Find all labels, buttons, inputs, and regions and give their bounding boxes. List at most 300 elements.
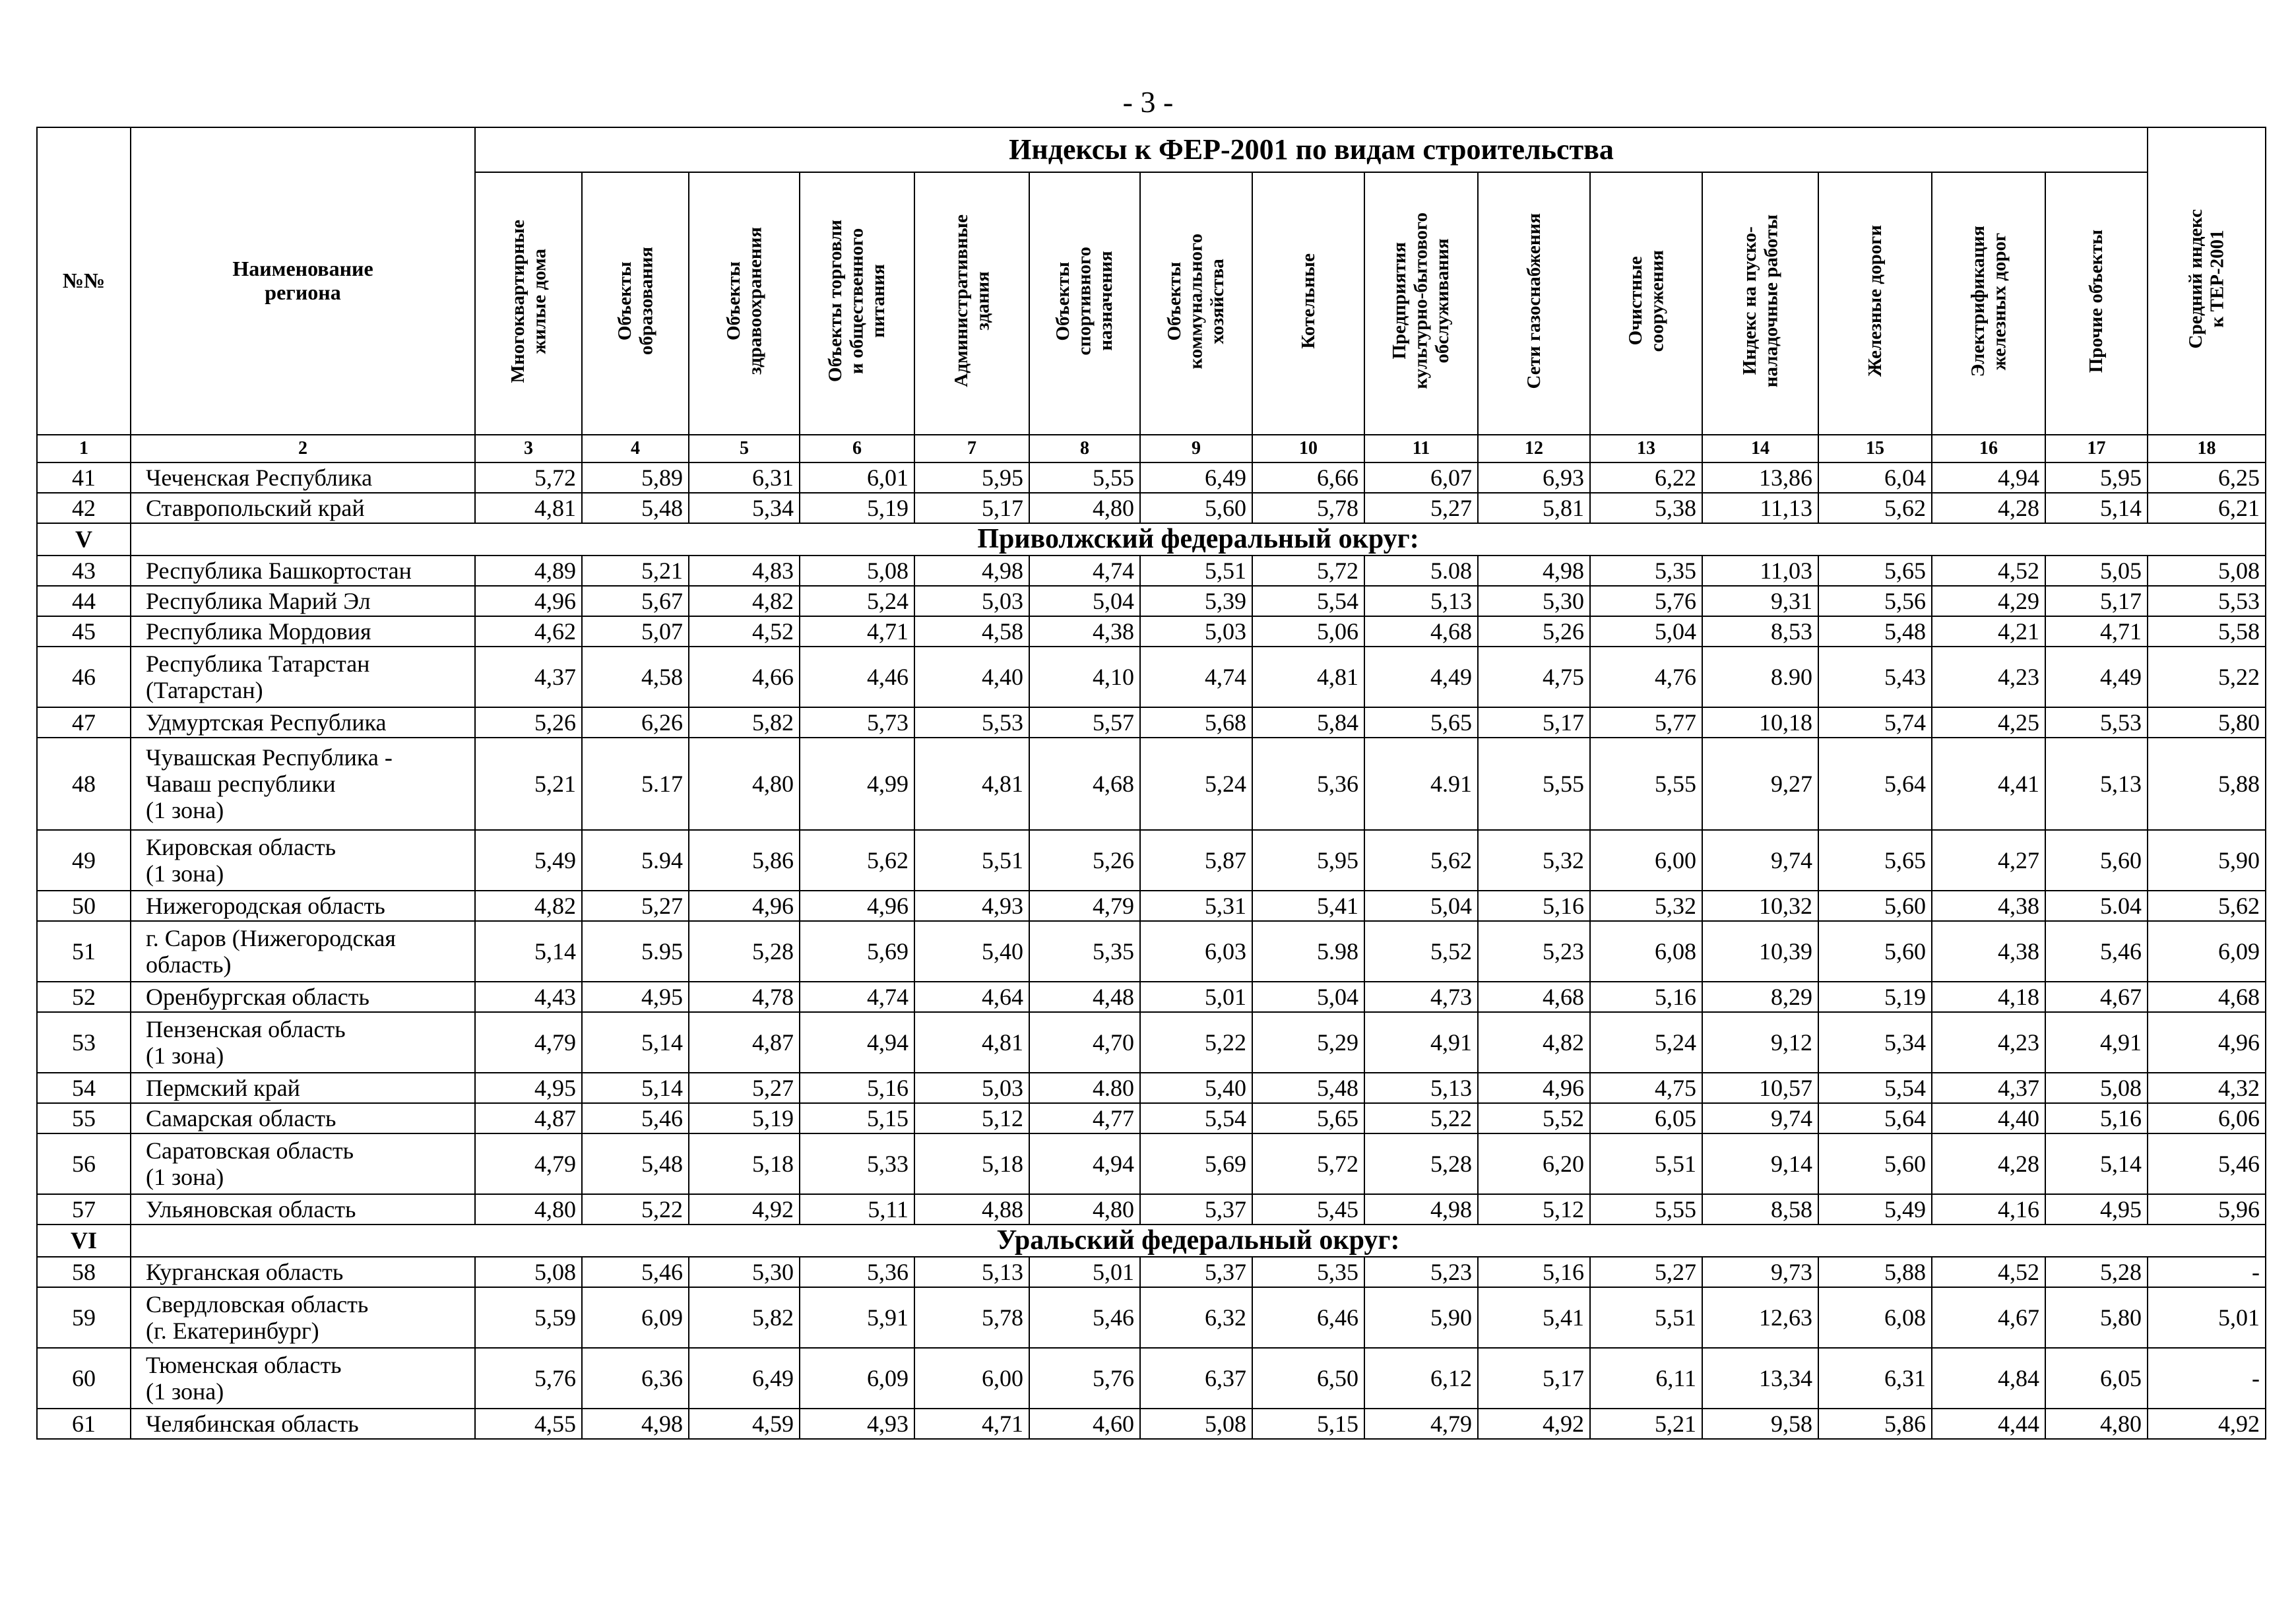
index-value-cell: 5,56 xyxy=(1818,586,1932,616)
index-value-cell: 4,81 xyxy=(914,738,1029,830)
index-value-cell: 5,01 xyxy=(1029,1257,1140,1287)
index-value-cell: 5,19 xyxy=(689,1103,800,1133)
index-value-cell: 6,01 xyxy=(800,462,914,493)
index-value-cell: 4,92 xyxy=(1478,1409,1590,1439)
index-value-cell: 5,45 xyxy=(1252,1194,1364,1225)
index-value-cell: 4,80 xyxy=(689,738,800,830)
index-value-cell: 5,27 xyxy=(1590,1257,1702,1287)
index-value-cell: 6,12 xyxy=(1364,1348,1478,1409)
index-value-cell: 6,21 xyxy=(2148,493,2266,523)
index-value-cell: 6,20 xyxy=(1478,1133,1590,1194)
row-number: 59 xyxy=(37,1287,131,1348)
index-value-cell: 6,06 xyxy=(2148,1103,2266,1133)
index-value-cell: 5,34 xyxy=(689,493,800,523)
index-value-cell: 5,51 xyxy=(1140,556,1252,586)
index-value-cell: 4,59 xyxy=(689,1409,800,1439)
index-value-cell: 4,80 xyxy=(1029,493,1140,523)
header-no: №№ xyxy=(37,127,131,435)
index-value-cell: 5,62 xyxy=(1818,493,1932,523)
index-value-cell: 5,27 xyxy=(689,1073,800,1103)
column-index-cell: 8 xyxy=(1029,435,1140,462)
index-value-cell: 6,32 xyxy=(1140,1287,1252,1348)
index-value-cell: 8.90 xyxy=(1702,647,1818,707)
index-value-cell: 5,88 xyxy=(2148,738,2266,830)
index-value-cell: 4,40 xyxy=(914,647,1029,707)
index-value-cell: 4,67 xyxy=(2045,982,2148,1012)
index-value-cell: 5,54 xyxy=(1252,586,1364,616)
table-row xyxy=(37,891,2266,921)
index-value-cell: 5,07 xyxy=(582,616,689,647)
index-value-cell: 5,08 xyxy=(2045,1073,2148,1103)
index-value-cell: 5,22 xyxy=(1364,1103,1478,1133)
index-value-cell: 4,60 xyxy=(1029,1409,1140,1439)
region-name: Республика Татарстан (Татарстан) xyxy=(131,647,475,707)
index-value-cell: 5,08 xyxy=(475,1257,582,1287)
index-value-cell: 6,09 xyxy=(2148,921,2266,982)
index-value-cell: 5,64 xyxy=(1818,1103,1932,1133)
index-value-cell: 9,58 xyxy=(1702,1409,1818,1439)
index-value-cell: 5,13 xyxy=(1364,586,1478,616)
index-value-cell: 5,57 xyxy=(1029,707,1140,738)
index-value-cell: 4,28 xyxy=(1932,493,2045,523)
index-value-cell: 4,98 xyxy=(1364,1194,1478,1225)
index-value-cell: 4,82 xyxy=(689,586,800,616)
index-value-cell: 5,35 xyxy=(1590,556,1702,586)
row-number: 61 xyxy=(37,1409,131,1439)
index-value-cell: 5,13 xyxy=(1364,1073,1478,1103)
index-value-cell: 5,65 xyxy=(1252,1103,1364,1133)
row-number: 50 xyxy=(37,891,131,921)
row-number: 45 xyxy=(37,616,131,647)
region-name: Тюменская область (1 зона) xyxy=(131,1348,475,1409)
index-value-cell: 5,18 xyxy=(914,1133,1029,1194)
column-index-cell: 14 xyxy=(1702,435,1818,462)
index-value-cell: 5,76 xyxy=(1029,1348,1140,1409)
index-value-cell: 4,40 xyxy=(1932,1103,2045,1133)
header-super: Индексы к ФЕР-2001 по видам строительства xyxy=(475,127,2148,172)
index-value-cell: 4,78 xyxy=(689,982,800,1012)
index-value-cell: 5,16 xyxy=(1590,982,1702,1012)
index-value-cell: 4,88 xyxy=(914,1194,1029,1225)
region-name: Ставропольский край xyxy=(131,493,475,523)
index-value-cell: 5,90 xyxy=(1364,1287,1478,1348)
index-value-cell: 4,96 xyxy=(475,586,582,616)
row-number: 56 xyxy=(37,1133,131,1194)
index-value-cell: 6,09 xyxy=(800,1348,914,1409)
region-name: Оренбургская область xyxy=(131,982,475,1012)
table-row xyxy=(37,1133,2266,1194)
index-value-cell: 4,46 xyxy=(800,647,914,707)
table-row xyxy=(37,738,2266,830)
index-value-cell: 5,04 xyxy=(1364,891,1478,921)
index-value-cell: 6,93 xyxy=(1478,462,1590,493)
index-value-cell: 6,37 xyxy=(1140,1348,1252,1409)
column-index-cell: 9 xyxy=(1140,435,1252,462)
header-col-13: Очистные сооружения xyxy=(1590,172,1702,435)
index-value-cell: 10,18 xyxy=(1702,707,1818,738)
index-value-cell: 4,75 xyxy=(1478,647,1590,707)
index-value-cell: 5,36 xyxy=(800,1257,914,1287)
index-value-cell: 5,33 xyxy=(800,1133,914,1194)
header-col-8: Объекты спортивного назначения xyxy=(1029,172,1140,435)
index-value-cell: 4,38 xyxy=(1932,921,2045,982)
index-value-cell: 5,65 xyxy=(1818,830,1932,891)
index-value-cell: 5,12 xyxy=(914,1103,1029,1133)
header-col-10: Котельные xyxy=(1252,172,1364,435)
index-value-cell: 5,86 xyxy=(1818,1409,1932,1439)
header-col-9: Объекты коммунального хозяйства xyxy=(1140,172,1252,435)
index-value-cell: 5,51 xyxy=(1590,1287,1702,1348)
header-col-11: Предприятия культурно-бытового обслуживания xyxy=(1364,172,1478,435)
index-value-cell: 13,86 xyxy=(1702,462,1818,493)
region-name: Пермский край xyxy=(131,1073,475,1103)
region-name: Кировская область (1 зона) xyxy=(131,830,475,891)
index-value-cell: 4,80 xyxy=(475,1194,582,1225)
table-row xyxy=(37,1103,2266,1133)
header-col-18: Средний индекс к ТЕР-2001 xyxy=(2148,127,2266,435)
index-value-cell: 4,92 xyxy=(2148,1409,2266,1439)
header-col-16: Электрификация железных дорог xyxy=(1932,172,2045,435)
index-value-cell: 5,58 xyxy=(2148,616,2266,647)
row-number: 41 xyxy=(37,462,131,493)
table-row xyxy=(37,586,2266,616)
index-value-cell: 4,32 xyxy=(2148,1073,2266,1103)
row-number: 49 xyxy=(37,830,131,891)
table-row xyxy=(37,493,2266,523)
index-value-cell: 5,37 xyxy=(1140,1257,1252,1287)
region-name: Пензенская область (1 зона) xyxy=(131,1012,475,1073)
index-value-cell: 4,41 xyxy=(1932,738,2045,830)
index-value-cell: 6,36 xyxy=(582,1348,689,1409)
row-number: 44 xyxy=(37,586,131,616)
index-value-cell: 5,46 xyxy=(2045,921,2148,982)
column-index-cell: 10 xyxy=(1252,435,1364,462)
index-value-cell: 5,26 xyxy=(1029,830,1140,891)
index-value-cell: 4,87 xyxy=(475,1103,582,1133)
index-value-cell: 5,69 xyxy=(1140,1133,1252,1194)
index-value-cell: 5,60 xyxy=(1818,921,1932,982)
table-row xyxy=(37,921,2266,982)
region-name: Республика Башкортостан xyxy=(131,556,475,586)
index-value-cell: 5,30 xyxy=(689,1257,800,1287)
index-value-cell: 5,04 xyxy=(1029,586,1140,616)
index-value-cell: 5,26 xyxy=(475,707,582,738)
index-value-cell: 5,03 xyxy=(914,1073,1029,1103)
index-value-cell: 5,08 xyxy=(2148,556,2266,586)
index-value-cell: 5,35 xyxy=(1252,1257,1364,1287)
index-value-cell: 5,55 xyxy=(1590,1194,1702,1225)
region-name: Курганская область xyxy=(131,1257,475,1287)
index-value-cell: 5.94 xyxy=(582,830,689,891)
index-value-cell: 5,04 xyxy=(1590,616,1702,647)
index-value-cell: 8,53 xyxy=(1702,616,1818,647)
construction-index-table xyxy=(36,127,2266,1440)
index-value-cell: 4,99 xyxy=(800,738,914,830)
index-value-cell: 5,48 xyxy=(582,1133,689,1194)
index-value-cell: 4,18 xyxy=(1932,982,2045,1012)
index-value-cell: 5,14 xyxy=(2045,1133,2148,1194)
index-value-cell: 6,66 xyxy=(1252,462,1364,493)
index-value-cell: 6,04 xyxy=(1818,462,1932,493)
index-value-cell: 4,71 xyxy=(914,1409,1029,1439)
index-value-cell: 5,16 xyxy=(2045,1103,2148,1133)
index-value-cell: 5,38 xyxy=(1590,493,1702,523)
index-value-cell: 5,40 xyxy=(1140,1073,1252,1103)
index-value-cell: 5,81 xyxy=(1478,493,1590,523)
index-value-cell: 4,96 xyxy=(689,891,800,921)
index-value-cell: 5,72 xyxy=(475,462,582,493)
index-value-cell: 5,69 xyxy=(800,921,914,982)
index-value-cell: 5,03 xyxy=(914,586,1029,616)
index-value-cell: 5,59 xyxy=(475,1287,582,1348)
index-value-cell: 5.04 xyxy=(2045,891,2148,921)
index-value-cell: 5,24 xyxy=(1590,1012,1702,1073)
column-index-cell: 6 xyxy=(800,435,914,462)
index-value-cell: 5,19 xyxy=(1818,982,1932,1012)
index-value-cell: 5,80 xyxy=(2045,1287,2148,1348)
index-value-cell: 5,13 xyxy=(914,1257,1029,1287)
index-value-cell: 5,51 xyxy=(914,830,1029,891)
index-value-cell: 9,73 xyxy=(1702,1257,1818,1287)
region-name: Свердловская область (г. Екатеринбург) xyxy=(131,1287,475,1348)
row-number: 60 xyxy=(37,1348,131,1409)
region-name: Нижегородская область xyxy=(131,891,475,921)
index-value-cell: 5,86 xyxy=(689,830,800,891)
index-value-cell: 4,91 xyxy=(2045,1012,2148,1073)
index-value-cell: 6,31 xyxy=(1818,1348,1932,1409)
table-row xyxy=(37,982,2266,1012)
table-row xyxy=(37,1194,2266,1225)
index-value-cell: 5,73 xyxy=(800,707,914,738)
region-name: Ульяновская область xyxy=(131,1194,475,1225)
index-value-cell: 5,72 xyxy=(1252,1133,1364,1194)
index-value-cell: 5,41 xyxy=(1478,1287,1590,1348)
index-value-cell: 4.80 xyxy=(1029,1073,1140,1103)
index-value-cell: 5,53 xyxy=(2148,586,2266,616)
row-number: 47 xyxy=(37,707,131,738)
index-value-cell: 5,46 xyxy=(582,1103,689,1133)
index-value-cell: 5,52 xyxy=(1478,1103,1590,1133)
header-col-4: Объекты образования xyxy=(582,172,689,435)
index-value-cell: 4,29 xyxy=(1932,586,2045,616)
index-value-cell: 5,95 xyxy=(914,462,1029,493)
index-value-cell: 5,52 xyxy=(1364,921,1478,982)
index-value-cell: 5,65 xyxy=(1364,707,1478,738)
row-number: 51 xyxy=(37,921,131,982)
header-region: Наименование региона xyxy=(131,127,475,435)
index-value-cell: 4,52 xyxy=(1932,1257,2045,1287)
index-value-cell: 4,73 xyxy=(1364,982,1478,1012)
index-value-cell: 5,48 xyxy=(582,493,689,523)
index-value-cell: 5,88 xyxy=(1818,1257,1932,1287)
index-value-cell: 4,95 xyxy=(2045,1194,2148,1225)
index-value-cell: 5,16 xyxy=(1478,1257,1590,1287)
index-value-cell: 4,48 xyxy=(1029,982,1140,1012)
index-value-cell: 5,74 xyxy=(1818,707,1932,738)
index-value-cell: 4,62 xyxy=(475,616,582,647)
index-value-cell: 4,89 xyxy=(475,556,582,586)
index-value-cell: 5,51 xyxy=(1590,1133,1702,1194)
index-value-cell: 5,21 xyxy=(1590,1409,1702,1439)
index-value-cell: 10,57 xyxy=(1702,1073,1818,1103)
index-value-cell: 4,93 xyxy=(914,891,1029,921)
region-name: Челябинская область xyxy=(131,1409,475,1439)
index-value-cell: 5,80 xyxy=(2148,707,2266,738)
index-value-cell: 5,22 xyxy=(582,1194,689,1225)
index-value-cell: 4,23 xyxy=(1932,647,2045,707)
index-value-cell: 4,37 xyxy=(475,647,582,707)
index-value-cell: 4,70 xyxy=(1029,1012,1140,1073)
index-value-cell: 5,14 xyxy=(2045,493,2148,523)
index-value-cell: 6,31 xyxy=(689,462,800,493)
index-value-cell: 4,37 xyxy=(1932,1073,2045,1103)
row-number: 42 xyxy=(37,493,131,523)
index-value-cell: 5,78 xyxy=(914,1287,1029,1348)
table-row xyxy=(37,1409,2266,1439)
index-value-cell: 5,08 xyxy=(1140,1409,1252,1439)
column-index-cell: 4 xyxy=(582,435,689,462)
index-value-cell: 5,14 xyxy=(582,1012,689,1073)
column-index-cell: 2 xyxy=(131,435,475,462)
index-value-cell: 5,16 xyxy=(1478,891,1590,921)
index-value-cell: 6,08 xyxy=(1590,921,1702,982)
index-value-cell: 9,12 xyxy=(1702,1012,1818,1073)
index-value-cell: 4,83 xyxy=(689,556,800,586)
index-value-cell: 8,58 xyxy=(1702,1194,1818,1225)
index-value-cell: 5,15 xyxy=(1252,1409,1364,1439)
index-value-cell: 6,00 xyxy=(914,1348,1029,1409)
index-value-cell: 5,27 xyxy=(1364,493,1478,523)
index-value-cell: 9,74 xyxy=(1702,830,1818,891)
index-value-cell: 9,27 xyxy=(1702,738,1818,830)
index-value-cell: 4,68 xyxy=(1029,738,1140,830)
index-value-cell: 5,01 xyxy=(1140,982,1252,1012)
header-col-12: Сети газоснабжения xyxy=(1478,172,1590,435)
row-number: 53 xyxy=(37,1012,131,1073)
region-name: Самарская область xyxy=(131,1103,475,1133)
index-value-cell: 5,30 xyxy=(1478,586,1590,616)
index-value-cell: 4,95 xyxy=(582,982,689,1012)
index-value-cell: 5,04 xyxy=(1252,982,1364,1012)
index-value-cell: 5,78 xyxy=(1252,493,1364,523)
index-value-cell: 5,87 xyxy=(1140,830,1252,891)
section-row xyxy=(37,1225,2266,1257)
index-value-cell: 5,24 xyxy=(1140,738,1252,830)
index-value-cell: 6,08 xyxy=(1818,1287,1932,1348)
index-value-cell: 4,52 xyxy=(1932,556,2045,586)
region-name: г. Саров (Нижегородская область) xyxy=(131,921,475,982)
index-value-cell: 4,64 xyxy=(914,982,1029,1012)
index-value-cell: 5,62 xyxy=(800,830,914,891)
index-value-cell: 5,46 xyxy=(1029,1287,1140,1348)
index-value-cell: 5,53 xyxy=(2045,707,2148,738)
index-value-cell: 5,84 xyxy=(1252,707,1364,738)
index-value-cell: 9,31 xyxy=(1702,586,1818,616)
index-value-cell: 4,58 xyxy=(914,616,1029,647)
index-value-cell: 5,64 xyxy=(1818,738,1932,830)
index-value-cell: 4,79 xyxy=(475,1012,582,1073)
index-value-cell: 5,17 xyxy=(1478,1348,1590,1409)
index-value-cell: 9,14 xyxy=(1702,1133,1818,1194)
index-value-cell: 5,49 xyxy=(475,830,582,891)
section-number: VI xyxy=(37,1225,131,1257)
table-row xyxy=(37,616,2266,647)
index-value-cell: 5,72 xyxy=(1252,556,1364,586)
index-value-cell: 6,49 xyxy=(1140,462,1252,493)
header-col-5: Объекты здравоохранения xyxy=(689,172,800,435)
index-value-cell: 4,76 xyxy=(1590,647,1702,707)
index-value-cell: 5,22 xyxy=(1140,1012,1252,1073)
page-number: - 3 - xyxy=(1122,85,1174,119)
column-index-cell: 16 xyxy=(1932,435,2045,462)
section-row xyxy=(37,523,2266,556)
index-value-cell: 5,40 xyxy=(914,921,1029,982)
index-value-cell: 5,28 xyxy=(689,921,800,982)
row-number: 58 xyxy=(37,1257,131,1287)
index-value-cell: 5,48 xyxy=(1252,1073,1364,1103)
index-value-cell: 5,17 xyxy=(2045,586,2148,616)
index-value-cell: 5,60 xyxy=(1818,1133,1932,1194)
index-value-cell: 5,14 xyxy=(475,921,582,982)
index-value-cell: 4,23 xyxy=(1932,1012,2045,1073)
index-value-cell: 5,17 xyxy=(914,493,1029,523)
index-value-cell: 4,81 xyxy=(1252,647,1364,707)
index-value-cell: 5,28 xyxy=(1364,1133,1478,1194)
header-col-6: Объекты торговли и общественного питания xyxy=(800,172,914,435)
index-value-cell: 5,46 xyxy=(2148,1133,2266,1194)
index-value-cell: 5,65 xyxy=(1818,556,1932,586)
index-value-cell: 4,25 xyxy=(1932,707,2045,738)
index-value-cell: 8,29 xyxy=(1702,982,1818,1012)
index-value-cell: 4,87 xyxy=(689,1012,800,1073)
index-value-cell: 4,94 xyxy=(1029,1133,1140,1194)
index-value-cell: 4,58 xyxy=(582,647,689,707)
index-value-cell: - xyxy=(2148,1348,2266,1409)
index-value-cell: 5,15 xyxy=(800,1103,914,1133)
index-value-cell: 5,55 xyxy=(1590,738,1702,830)
index-value-cell: 6,46 xyxy=(1252,1287,1364,1348)
index-value-cell: 5,55 xyxy=(1029,462,1140,493)
index-value-cell: 9,74 xyxy=(1702,1103,1818,1133)
index-value-cell: 5,23 xyxy=(1478,921,1590,982)
index-value-cell: 10,39 xyxy=(1702,921,1818,982)
index-value-cell: 4,66 xyxy=(689,647,800,707)
table-row xyxy=(37,707,2266,738)
index-value-cell: 11,13 xyxy=(1702,493,1818,523)
index-value-cell: 5.17 xyxy=(582,738,689,830)
index-value-cell: 5.08 xyxy=(1364,556,1478,586)
index-value-cell: 5,26 xyxy=(1478,616,1590,647)
index-value-cell: 4,10 xyxy=(1029,647,1140,707)
index-value-cell: 5,95 xyxy=(2045,462,2148,493)
index-value-cell: 4,84 xyxy=(1932,1348,2045,1409)
section-number: V xyxy=(37,523,131,556)
index-value-cell: 5,91 xyxy=(800,1287,914,1348)
index-value-cell: 5,24 xyxy=(800,586,914,616)
index-value-cell: 6,11 xyxy=(1590,1348,1702,1409)
section-title: Приволжский федеральный округ: xyxy=(131,523,2266,556)
index-value-cell: 5,08 xyxy=(800,556,914,586)
column-index-cell: 13 xyxy=(1590,435,1702,462)
index-value-cell: 5,28 xyxy=(2045,1257,2148,1287)
index-value-cell: 5,34 xyxy=(1818,1012,1932,1073)
index-value-cell: 5,22 xyxy=(2148,647,2266,707)
index-value-cell: 4,96 xyxy=(2148,1012,2266,1073)
index-value-cell: 5,19 xyxy=(800,493,914,523)
index-value-cell: 4,94 xyxy=(800,1012,914,1073)
index-value-cell: 6,50 xyxy=(1252,1348,1364,1409)
index-value-cell: 4,49 xyxy=(1364,647,1478,707)
